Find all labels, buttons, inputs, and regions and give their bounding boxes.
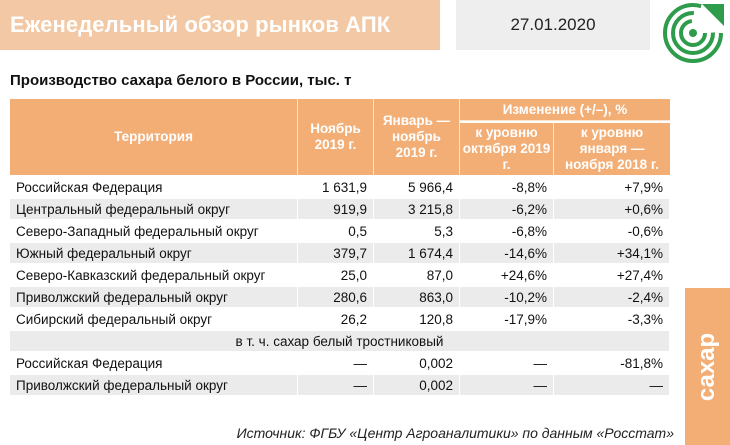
table-row: [10, 375, 670, 395]
table-row: [10, 177, 670, 197]
territory-name: Северо-Западный федеральный округ: [10, 221, 298, 241]
november-value: 379,7: [298, 243, 374, 263]
vs-prev-year-value: -81,8%: [554, 353, 670, 373]
vs-october-value: +24,6%: [460, 265, 554, 285]
vs-october-value: —: [460, 375, 554, 395]
jan-nov-value: 0,002: [374, 375, 460, 395]
territory-name: Центральный федеральный округ: [10, 199, 298, 219]
vs-prev-year-value: -2,4%: [554, 287, 670, 307]
november-value: 26,2: [298, 309, 374, 329]
vs-october-value: -14,6%: [460, 243, 554, 263]
table-row: [10, 243, 670, 263]
jan-nov-value: 863,0: [374, 287, 460, 307]
col-header-jan-nov: Январь — ноябрь 2019 г.: [374, 99, 460, 175]
col-header-change: Изменение (+/–), %: [460, 99, 670, 121]
territory-name: Приволжский федеральный округ: [10, 375, 298, 395]
vs-prev-year-value: +27,4%: [554, 265, 670, 285]
report-date: 27.01.2020: [456, 0, 650, 50]
jan-nov-value: 1 674,4: [374, 243, 460, 263]
november-value: 1 631,9: [298, 177, 374, 197]
table-row: [10, 309, 670, 329]
col-header-vs-prev-year: к уровню января — ноября 2018 г.: [554, 123, 670, 175]
vs-october-value: -17,9%: [460, 309, 554, 329]
territory-name: Северо-Кавказский федеральный округ: [10, 265, 298, 285]
table-row: [10, 287, 670, 307]
jan-nov-value: 5 966,4: [374, 177, 460, 197]
sugar-production-table: [10, 97, 670, 397]
november-value: 0,5: [298, 221, 374, 241]
spiral-logo-icon: [662, 2, 724, 64]
november-value: 280,6: [298, 287, 374, 307]
jan-nov-value: 87,0: [374, 265, 460, 285]
header-title: Еженедельный обзор рынков АПК: [10, 12, 391, 37]
vs-prev-year-value: -3,3%: [554, 309, 670, 329]
vs-prev-year-value: -0,6%: [554, 221, 670, 241]
vs-october-value: -10,2%: [460, 287, 554, 307]
cane-sugar-subheader: в т. ч. сахар белый тростниковый: [10, 331, 670, 351]
table-row: [10, 265, 670, 285]
vs-prev-year-value: +34,1%: [554, 243, 670, 263]
col-header-territory: Территория: [10, 99, 298, 175]
table-row: [10, 353, 670, 373]
table-row: [10, 221, 670, 241]
col-header-november: Ноябрь 2019 г.: [298, 99, 374, 175]
november-value: 25,0: [298, 265, 374, 285]
jan-nov-value: 3 215,8: [374, 199, 460, 219]
jan-nov-value: 5,3: [374, 221, 460, 241]
november-value: —: [298, 353, 374, 373]
vs-prev-year-value: —: [554, 375, 670, 395]
vs-october-value: -6,2%: [460, 199, 554, 219]
vs-october-value: -6,8%: [460, 221, 554, 241]
territory-name: Российская Федерация: [10, 177, 298, 197]
side-tab-label: сахар: [693, 332, 721, 401]
source-note: Источник: ФГБУ «Центр Агроаналитики» по данным «Росстат»: [236, 425, 674, 441]
november-value: —: [298, 375, 374, 395]
col-header-vs-october: к уровню октября 2019 г.: [460, 123, 554, 175]
table-row: [10, 199, 670, 219]
section-title: Производство сахара белого в России, тыс. т: [10, 72, 352, 89]
side-tab-sugar: [685, 288, 730, 445]
territory-name: Приволжский федеральный округ: [10, 287, 298, 307]
territory-name: Южный федеральный округ: [10, 243, 298, 263]
vs-october-value: -8,8%: [460, 177, 554, 197]
november-value: 919,9: [298, 199, 374, 219]
table-subheader-row: [10, 331, 670, 351]
territory-name: Российская Федерация: [10, 353, 298, 373]
jan-nov-value: 120,8: [374, 309, 460, 329]
vs-october-value: —: [460, 353, 554, 373]
jan-nov-value: 0,002: [374, 353, 460, 373]
territory-name: Сибирский федеральный округ: [10, 309, 298, 329]
header-bar: [0, 0, 440, 50]
vs-prev-year-value: +7,9%: [554, 177, 670, 197]
vs-prev-year-value: +0,6%: [554, 199, 670, 219]
